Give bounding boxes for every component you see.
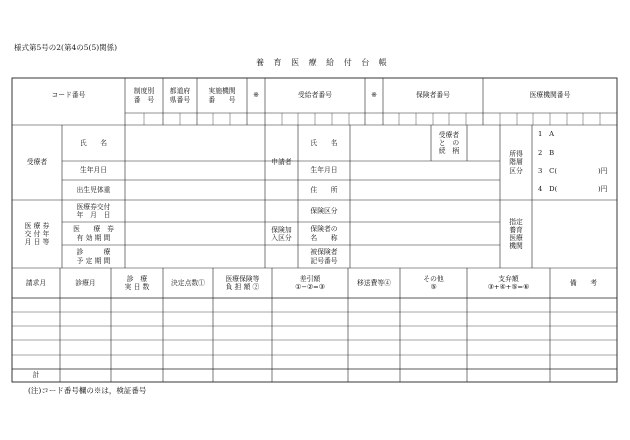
applicant-name-label: 氏 名 bbox=[310, 138, 338, 147]
ticket-valid-period-label: 医 療 券 有 効 期 間 bbox=[73, 225, 114, 242]
income-option-d-yen: )円 bbox=[598, 185, 608, 193]
check-mark-1: ※ bbox=[253, 91, 259, 100]
billing-header-transport: 移送費等④ bbox=[357, 278, 391, 287]
income-option-c-yen: )円 bbox=[598, 167, 608, 175]
birth-weight-label: 出生児体重 bbox=[76, 185, 111, 194]
insurer-number-label: 保険者番号 bbox=[416, 91, 450, 100]
billing-header-difference: 差引額 ①−②=③ bbox=[295, 274, 325, 291]
insurance-category-label: 保険区分 bbox=[310, 206, 338, 215]
ticket-section-label: 医 療 券 交 付 年 月 日 等 bbox=[24, 221, 50, 246]
recipient-birth-date-label: 生年月日 bbox=[79, 166, 108, 175]
total-label: 計 bbox=[32, 371, 40, 380]
check-mark-2: ※ bbox=[371, 91, 377, 100]
income-option-d: 4 D( bbox=[538, 185, 558, 193]
ticket-issue-date-label: 医療券交付 年 月 日 bbox=[76, 202, 111, 219]
billing-header-treatment-month: 診療月 bbox=[75, 278, 96, 287]
medical-institution-number-label: 医療機関番号 bbox=[529, 91, 571, 100]
billing-header-remarks: 備 考 bbox=[569, 278, 598, 287]
footnote: (注)コード番号欄の※は，検証番号 bbox=[28, 386, 147, 395]
insurer-name-label: 保険者の 名 称 bbox=[310, 225, 338, 242]
billing-header-decided-points: 決定点数① bbox=[171, 278, 205, 287]
code-number-label: コード番号 bbox=[51, 91, 86, 100]
recipient-section-label: 受療者 bbox=[26, 158, 48, 167]
billing-header-insurance-burden: 医療保険等 負 担 額 ② bbox=[225, 274, 260, 291]
designated-institution-label: 指定 養育 医療 機関 bbox=[509, 217, 523, 251]
implementing-number-label: 実施機関 番 号 bbox=[208, 87, 236, 104]
scheduled-period-label: 診 療 予 定 期 間 bbox=[76, 248, 111, 265]
address-label: 住 所 bbox=[310, 185, 338, 194]
billing-header-claim-month: 請求月 bbox=[25, 278, 47, 287]
recipient-name-label: 氏 名 bbox=[79, 138, 108, 147]
form-title: 養 育 医 療 給 付 台 帳 bbox=[256, 58, 391, 67]
prefecture-number-label: 都道府 県番号 bbox=[169, 87, 191, 104]
billing-header-payment: 支弁額 ③+④+⑤=⑥ bbox=[487, 274, 530, 291]
relation-label: 受療者 と の 続 柄 bbox=[438, 130, 460, 155]
income-option-c: 3 C( bbox=[538, 167, 557, 175]
insured-number-label: 被保険者 記号番号 bbox=[310, 248, 338, 265]
applicant-birth-date-label: 生年月日 bbox=[310, 166, 338, 175]
income-class-label: 所得 階層 区分 bbox=[509, 150, 523, 175]
form-code: 様式第5号の2(第4の5(5)関係) bbox=[14, 43, 118, 52]
income-option-a: 1 A bbox=[538, 130, 555, 138]
recipient-number-label: 受給者番号 bbox=[298, 91, 332, 100]
system-number-label: 制度別 番 号 bbox=[133, 87, 155, 104]
insurance-section-label: 保険加 入区分 bbox=[271, 225, 292, 242]
applicant-section-label: 申請者 bbox=[271, 158, 292, 167]
billing-header-treatment-days: 診 療 実 日 数 bbox=[124, 274, 150, 291]
billing-header-other: その他 ⑤ bbox=[423, 274, 444, 291]
income-option-b: 2 B bbox=[538, 149, 555, 157]
